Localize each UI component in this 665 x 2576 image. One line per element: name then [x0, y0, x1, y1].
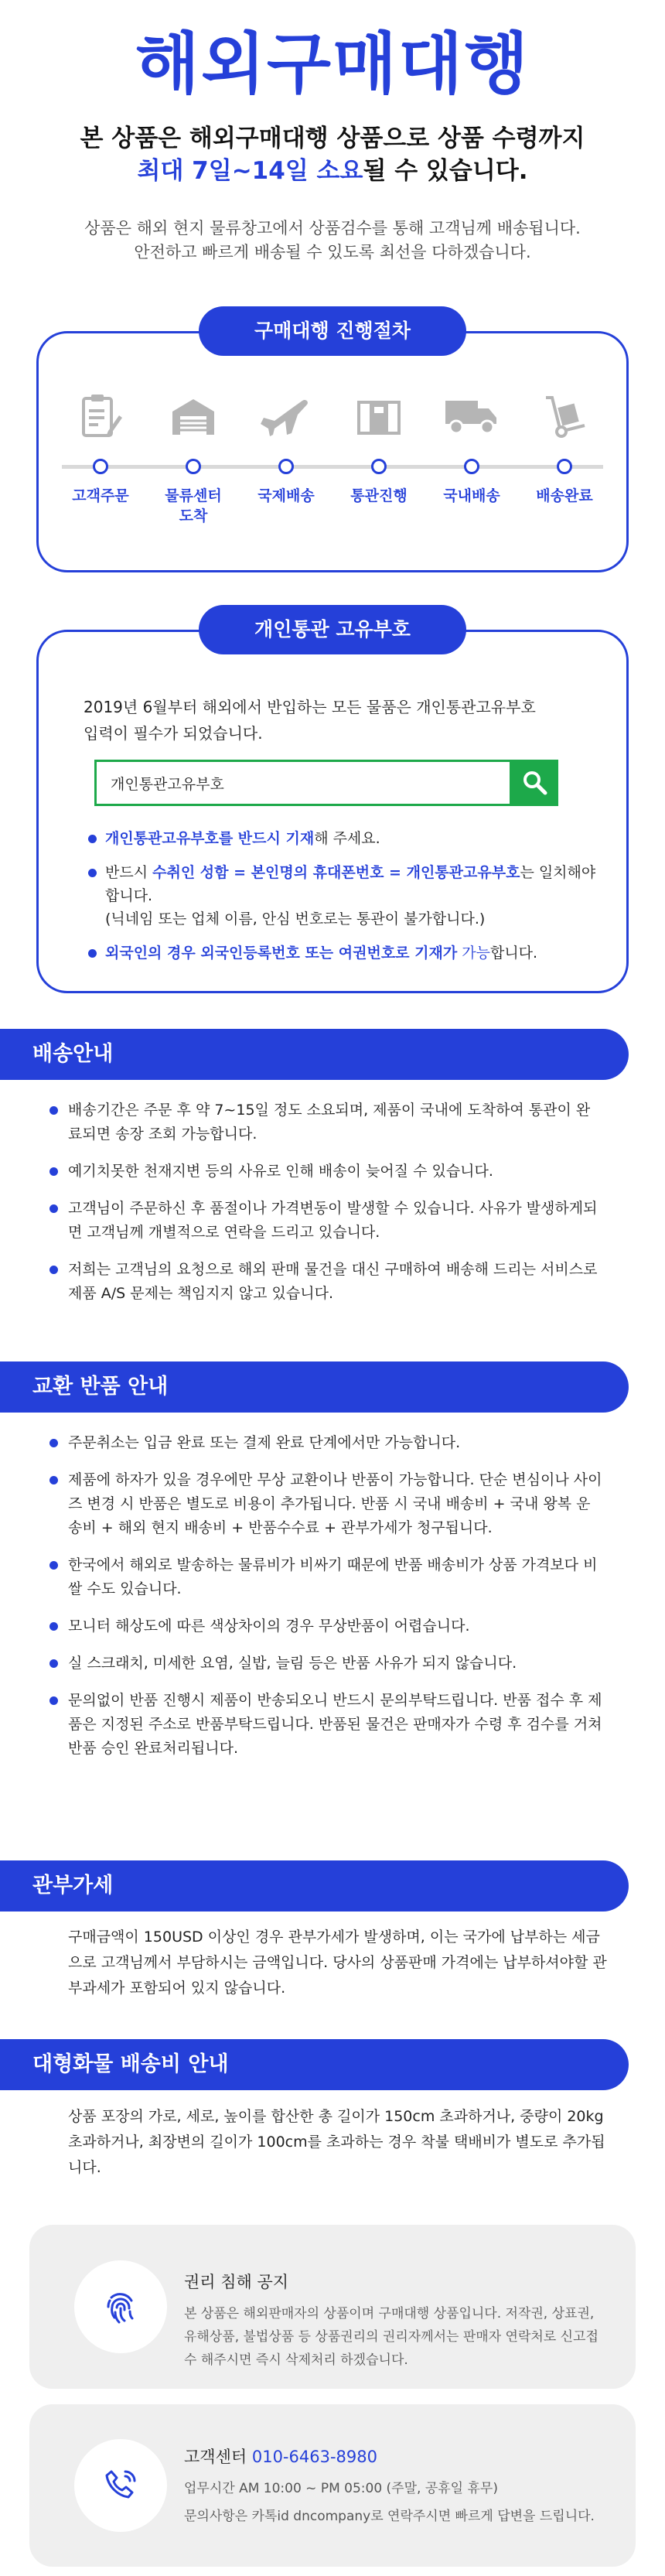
- step-label-6: 배송완료: [536, 487, 593, 504]
- customs-search-input[interactable]: [94, 760, 512, 806]
- phone-icon: [102, 2467, 139, 2504]
- delivery-title: 배송안내: [0, 1029, 629, 1080]
- tax-text: 구매금액이 150USD 이상인 경우 관부가세가 발생하며, 이는 국가에 납부하는 세금으로 고객님께서 부담하시는 금액입니다. 당사의 상품판매 가격에는 납부하셔야할 관부과세가 포함되어 있지 않습니다.: [68, 1929, 607, 1997]
- step-label-5: 국내배송: [443, 487, 500, 504]
- step-label-4: 통관진행: [350, 487, 408, 504]
- customs-note-2: [84, 861, 609, 931]
- truck-icon: [433, 389, 510, 443]
- exchange-title: 교환 반품 안내: [0, 1361, 629, 1413]
- customs-note-3-bold: 외국인의 경우 외국인등록번호 또는 여권번호로 기재가: [105, 945, 458, 962]
- rights-circle: [74, 2260, 167, 2353]
- customs-intro-1: 2019년 6월부터 해외에서 반입하는 모든 물품은 개인통관고유부호: [84, 698, 536, 716]
- step-customs: [340, 389, 418, 443]
- exchange-list: [46, 1431, 603, 1774]
- header: [0, 0, 665, 265]
- hand-truck-icon: [526, 389, 603, 443]
- customs-intro-2: 입력이 필수가 되었습니다.: [84, 724, 263, 743]
- rights-title: 권리 침해 공지: [184, 2273, 289, 2291]
- exchange-item: 문의없이 반품 진행시 제품이 반송되오니 반드시 문의부탁드립니다. 반품 접수 후 제품은 지정된 주소로 반품부탁드립니다. 반품된 물건은 판매자가 수령 후 검수를 거쳐 반품 승인 완료처리됩니다.: [46, 1689, 603, 1761]
- rights-card: [29, 2225, 636, 2389]
- process-steps: [62, 389, 603, 524]
- customs-note-2-note: (닉네임 또는 업체 이름, 안심 번호로는 통관이 불가합니다.): [105, 910, 486, 928]
- customs-note-2-rest: 는 일치해야 합니다.: [105, 864, 596, 904]
- exchange-item: 한국에서 해외로 발송하는 물류비가 비싸기 때문에 반품 배송비가 상품 가격보다 비쌀 수도 있습니다.: [46, 1553, 603, 1601]
- large-title: 대형화물 배송비 안내: [0, 2039, 629, 2090]
- exchange-item: 실 스크래치, 미세한 요염, 실밥, 늘림 등은 반품 사유가 되지 않습니다.: [46, 1652, 603, 1676]
- tax-title: 관부가세: [0, 1860, 629, 1912]
- support-circle: [74, 2439, 167, 2532]
- customs-note-3: [84, 941, 609, 965]
- customs-search-button[interactable]: [512, 760, 558, 806]
- support-hours: 업무시간 AM 10:00 ~ PM 05:00 (주말, 공휴일 휴무): [184, 2481, 498, 2496]
- exchange-item: 주문취소는 입금 완료 또는 결제 완료 단계에서만 가능합니다.: [46, 1431, 603, 1455]
- customs-title: 개인통관 고유부호: [199, 605, 466, 654]
- header-line1: 본 상품은 해외구매대행 상품으로 상품 수령까지: [80, 125, 585, 152]
- exchange-item: 제품에 하자가 있을 경우에만 무상 교환이나 반품이 가능합니다. 단순 변심이나 사이즈 변경 시 반품은 별도로 비용이 추가됩니다. 반품 시 국내 배송비 + 국내 왕복 운송비 + 해외 현지 배송비 + 반품수수료 + 관부가세가 청구됩니다.: [46, 1468, 603, 1540]
- support-phone[interactable]: 010-6463-8980: [251, 2448, 377, 2466]
- support-card: [29, 2404, 636, 2567]
- header-line2-rest: 될 수 있습니다.: [363, 157, 528, 185]
- step-dot-4: [371, 459, 387, 474]
- order-icon: [62, 389, 139, 443]
- step-dot-6: [557, 459, 572, 474]
- step-dot-3: [278, 459, 294, 474]
- customs-box: [36, 630, 629, 993]
- step-dot-5: [464, 459, 479, 474]
- delivery-item: 고객님이 주문하신 후 품절이나 가격변동이 발생할 수 있습니다. 사유가 발생하게되면 고객님께 개별적으로 연락을 드리고 있습니다.: [46, 1197, 603, 1245]
- search-icon: [522, 770, 548, 796]
- header-sub1: 상품은 해외 현지 물류창고에서 상품검수를 통해 고객님께 배송됩니다.: [84, 219, 581, 237]
- customs-intro: [84, 694, 594, 746]
- process-title: 구매대행 진행절차: [199, 306, 466, 356]
- step-label-3: 국제배송: [257, 487, 315, 504]
- step-label-2: 물류센터 도착: [165, 487, 222, 524]
- customs-note-1: [84, 827, 609, 850]
- delivery-item: 예기치못한 천재지변 등의 사유로 인해 배송이 늦어질 수 있습니다.: [46, 1160, 603, 1184]
- support-title: 고객센터: [184, 2448, 247, 2466]
- step-label-1: 고객주문: [72, 487, 129, 504]
- header-line2: [0, 155, 665, 187]
- step-complete: [526, 389, 603, 443]
- customs-note-1-rest: 해 주세요.: [314, 830, 380, 847]
- customs-note-1-bold: 개인통관고유부호를 반드시 기재: [105, 830, 315, 847]
- delivery-item: 저희는 고객님의 요청으로 해외 판매 물건을 대신 구매하여 배송해 드리는 서비스로 제품 A/S 문제는 책임지지 않고 있습니다.: [46, 1258, 603, 1306]
- process-box: [36, 331, 629, 572]
- warehouse-icon: [155, 389, 232, 443]
- step-order: [62, 389, 139, 443]
- step-dot-2: [186, 459, 201, 474]
- exchange-item: 모니터 해상도에 따른 색상차이의 경우 무상반품이 어렵습니다.: [46, 1614, 603, 1638]
- customs-box-icon: [340, 389, 418, 443]
- process-line: [62, 465, 603, 469]
- rights-text: 본 상품은 해외판매자의 상품이며 구매대행 상품입니다. 저작권, 상표권, 유해상품, 불법상품 등 상품권리의 권리자께서는 판매자 연락처로 신고접수 해주시면 즉시 삭제처리 하겠습니다.: [184, 2306, 598, 2368]
- step-domestic: [433, 389, 510, 443]
- step-warehouse: [155, 389, 232, 443]
- step-dot-1: [93, 459, 108, 474]
- customs-note-2-bold: 수취인 성함 = 본인명의 휴대폰번호 = 개인통관고유부호: [152, 864, 520, 881]
- large-text: 상품 포장의 가로, 세로, 높이를 합산한 총 길이가 150cm 초과하거나, 중량이 20kg 초과하거나, 최장변의 길이가 100cm를 초과하는 경우 착불 택배비가 별도로 추가됩니다.: [68, 2108, 605, 2176]
- customs-note-2-pre: 반드시: [105, 864, 153, 881]
- page-title: 해외구매대행: [135, 26, 530, 103]
- customs-note-3-rest: 합니다.: [489, 945, 538, 962]
- delivery-item: 배송기간은 주문 후 약 7~15일 정도 소요되며, 제품이 국내에 도착하여 통관이 완료되면 송장 조회 가능합니다.: [46, 1098, 603, 1146]
- customs-notes: [84, 827, 609, 975]
- support-text: 문의사항은 카톡id dncompany로 연락주시면 빠르게 답변을 드립니다.: [184, 2509, 595, 2524]
- step-international: [247, 389, 325, 443]
- fingerprint-icon: [101, 2287, 141, 2327]
- customs-search-value: 개인통관고유부호: [111, 775, 224, 793]
- header-sub2: 안전하고 빠르게 배송될 수 있도록 최선을 다하겠습니다.: [134, 243, 531, 261]
- customs-note-3-blue: 가능: [457, 945, 490, 962]
- delivery-list: [46, 1098, 603, 1319]
- airplane-icon: [247, 389, 325, 443]
- header-highlight: 최대 7일~14일 소요: [137, 157, 363, 185]
- support-title-row: [184, 2444, 377, 2468]
